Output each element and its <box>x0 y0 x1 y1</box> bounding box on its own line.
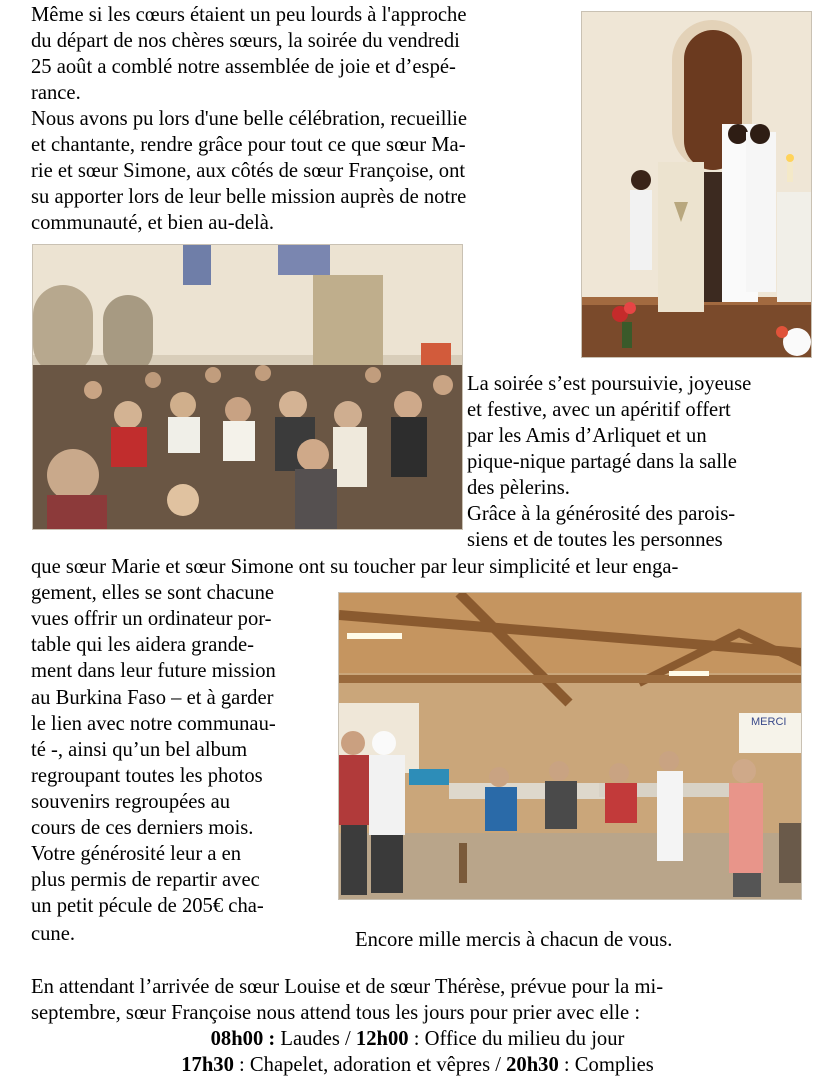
text-line: souvenirs regroupées au <box>31 791 231 813</box>
text-line: cune. <box>31 923 76 945</box>
text-line: 25 août a comblé notre assemblée de joie et d’espé- <box>31 56 456 78</box>
text-line: Grâce à la générosité des parois- <box>467 503 736 525</box>
text-line: au Burkina Faso – et à garder <box>31 687 274 709</box>
text-line: un petit pécule de 205€ cha- <box>31 895 264 917</box>
text-line: du départ de nos chères sœurs, la soirée du vendredi <box>31 30 460 52</box>
text-line: septembre, sœur Françoise nous attend tous les jours pour prier avec elle : <box>31 1002 641 1024</box>
text-line: plus permis de repartir avec <box>31 869 260 891</box>
text-line: Nous avons pu lors d'une belle célébration, recueillie <box>31 108 468 130</box>
compline-time: 20h30 <box>506 1054 559 1076</box>
assembly-photo <box>32 244 463 530</box>
text-line: rie et sœur Simone, aux côtés de sœur Françoise, ont <box>31 160 466 182</box>
lauds-label: Laudes / <box>275 1028 356 1050</box>
text-line: et chantante, rendre grâce pour tout ce que sœur Ma- <box>31 134 466 156</box>
text-line: pique-nique partagé dans la salle <box>467 451 737 473</box>
midday-time: 12h00 <box>355 1028 409 1050</box>
compline-label: : Complies <box>558 1054 654 1076</box>
dinner-hall-image <box>339 593 802 900</box>
rosary-time: 17h30 <box>181 1054 234 1076</box>
text-line: que sœur Marie et sœur Simone ont su toucher par leur simplicité et leur enga- <box>31 556 679 578</box>
sisters-pulpit-photo <box>581 11 812 358</box>
text-line: communauté, et bien au-delà. <box>31 212 275 234</box>
text-line: cours de ces derniers mois. <box>31 817 254 839</box>
text-line: En attendant l’arrivée de sœur Louise et de sœur Thérèse, prévue pour la mi- <box>31 976 664 998</box>
text-line: siens et de toutes les personnes <box>467 529 723 551</box>
schedule-line-evening <box>0 1052 835 1078</box>
text-line: La soirée s’est poursuivie, joyeuse <box>467 373 752 395</box>
text-line: regroupant toutes les photos <box>31 765 263 787</box>
assembly-image <box>33 245 463 530</box>
lauds-time: 08h00 : <box>210 1028 276 1050</box>
dinner-hall-photo <box>338 592 802 900</box>
text-line: et festive, avec un apéritif offert <box>467 399 731 421</box>
text-line: vues offrir un ordinateur por- <box>31 608 272 630</box>
text-line: gement, elles se sont chacune <box>31 582 275 604</box>
text-line: par les Amis d’Arliquet et un <box>467 425 707 447</box>
text-line: ment dans leur future mission <box>31 660 276 682</box>
rosary-label: : Chapelet, adoration et vêpres / <box>233 1054 507 1076</box>
sisters-pulpit-image <box>582 12 812 358</box>
text-line: Votre générosité leur a en <box>31 843 242 865</box>
merci-banner: MERCI <box>751 716 787 728</box>
text-line: su apporter lors de leur belle mission auprès de notre <box>31 186 467 208</box>
text-line: table qui les aidera grande- <box>31 634 254 656</box>
text-line: des pèlerins. <box>467 477 570 499</box>
text-line: té -, ainsi qu’un bel album <box>31 739 248 761</box>
thanks-line: Encore mille mercis à chacun de vous. <box>355 929 673 951</box>
text-line: le lien avec notre communau- <box>31 713 276 735</box>
midday-label: : Office du milieu du jour <box>408 1028 625 1050</box>
text-line: Même si les cœurs étaient un peu lourds à l'approche <box>31 4 467 26</box>
schedule-line-morning <box>0 1026 835 1052</box>
text-line: rance. <box>31 82 81 104</box>
